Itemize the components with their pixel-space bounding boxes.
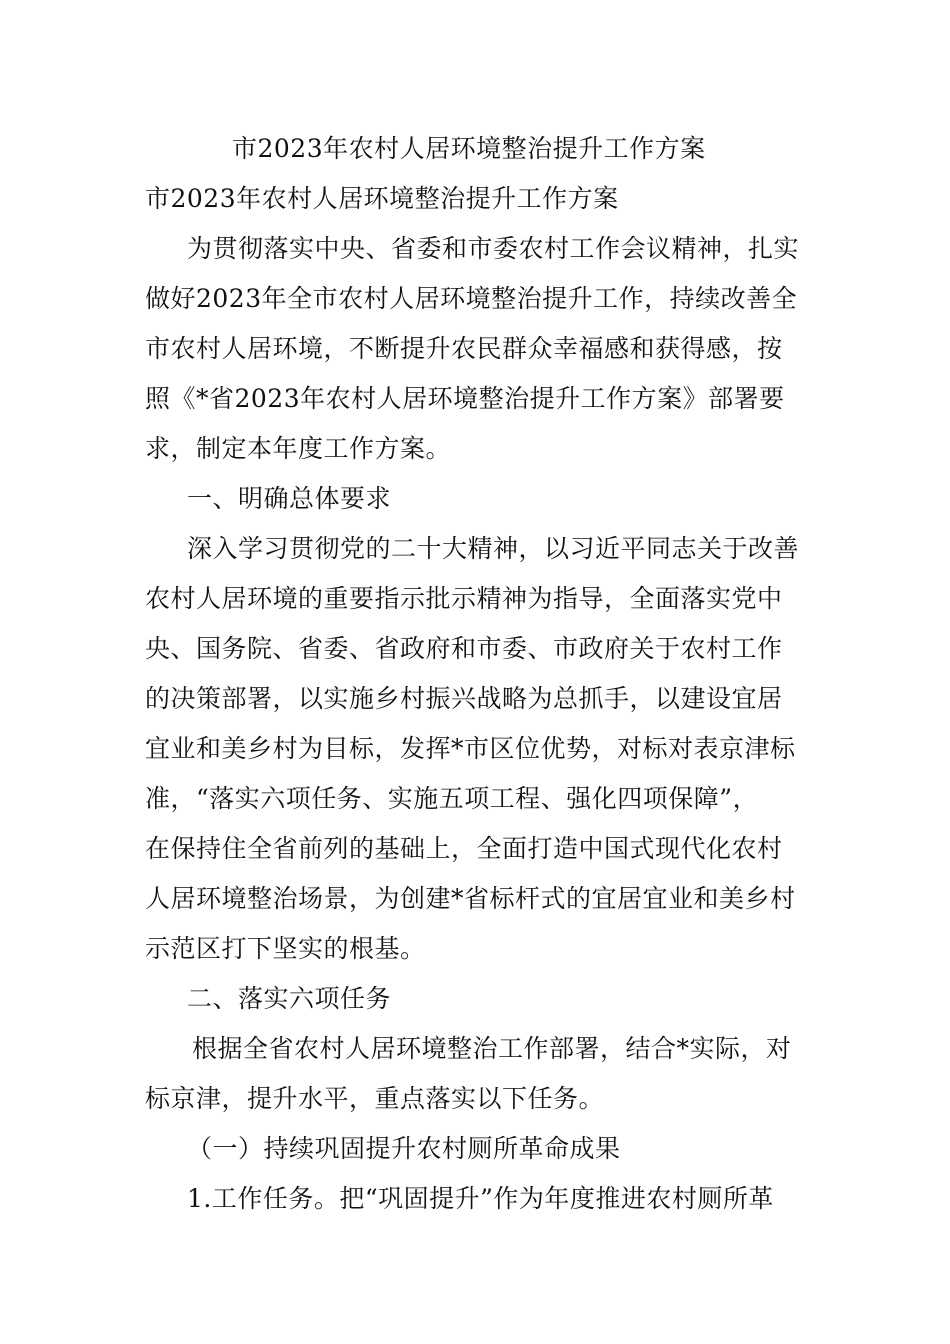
section-1-paragraph-line: 的决策部署，以实施乡村振兴战略为总抓手，以建设宜居 [145,684,783,713]
intro-paragraph-line: 为贯彻落实中央、省委和市委农村工作会议精神，扎实 [187,234,800,263]
section-1-paragraph-line: 农村人居环境的重要指示批示精神为指导，全面落实党中 [145,584,783,613]
task-paragraph-line: 1.工作任务。把“巩固提升”作为年度推进农村厕所革 [187,1184,774,1213]
intro-paragraph-line: 照《*省2023年农村人居环境整治提升工作方案》部署要 [145,384,785,413]
section-1-paragraph-line: 宜业和美乡村为目标，发挥*市区位优势，对标对表京津标 [145,734,796,763]
section-1-paragraph-line: 准，“落实六项任务、实施五项工程、强化四项保障”， [145,784,759,813]
section-2-paragraph-line: 标京津，提升水平，重点落实以下任务。 [145,1084,605,1113]
intro-paragraph-line: 做好2023年全市农村人居环境整治提升工作，持续改善全 [145,284,798,313]
document-subtitle: 市2023年农村人居环境整治提升工作方案 [145,184,619,213]
section-1-paragraph-line: 在保持住全省前列的基础上，全面打造中国式现代化农村 [145,834,783,863]
section-1-paragraph-line: 示范区打下坚实的根基。 [145,934,426,963]
section-1-paragraph-line: 央、国务院、省委、省政府和市委、市政府关于农村工作 [145,634,783,663]
section-1-paragraph-line: 深入学习贯彻党的二十大精神，以习近平同志关于改善 [187,534,800,563]
section-2-paragraph-line: 根据全省农村人居环境整治工作部署，结合*实际，对 [192,1034,792,1063]
section-heading-2: 二、落实六项任务 [187,984,392,1013]
section-heading-1: 一、明确总体要求 [187,484,392,513]
section-1-paragraph-line: 人居环境整治场景，为创建*省标杆式的宜居宜业和美乡村 [145,884,796,913]
document-title: 市2023年农村人居环境整治提升工作方案 [232,134,706,163]
subsection-heading-1: （一）持续巩固提升农村厕所革命成果 [187,1134,621,1163]
intro-paragraph-line: 市农村人居环境，不断提升农民群众幸福感和获得感，按 [145,334,783,363]
intro-paragraph-line: 求，制定本年度工作方案。 [145,434,452,463]
